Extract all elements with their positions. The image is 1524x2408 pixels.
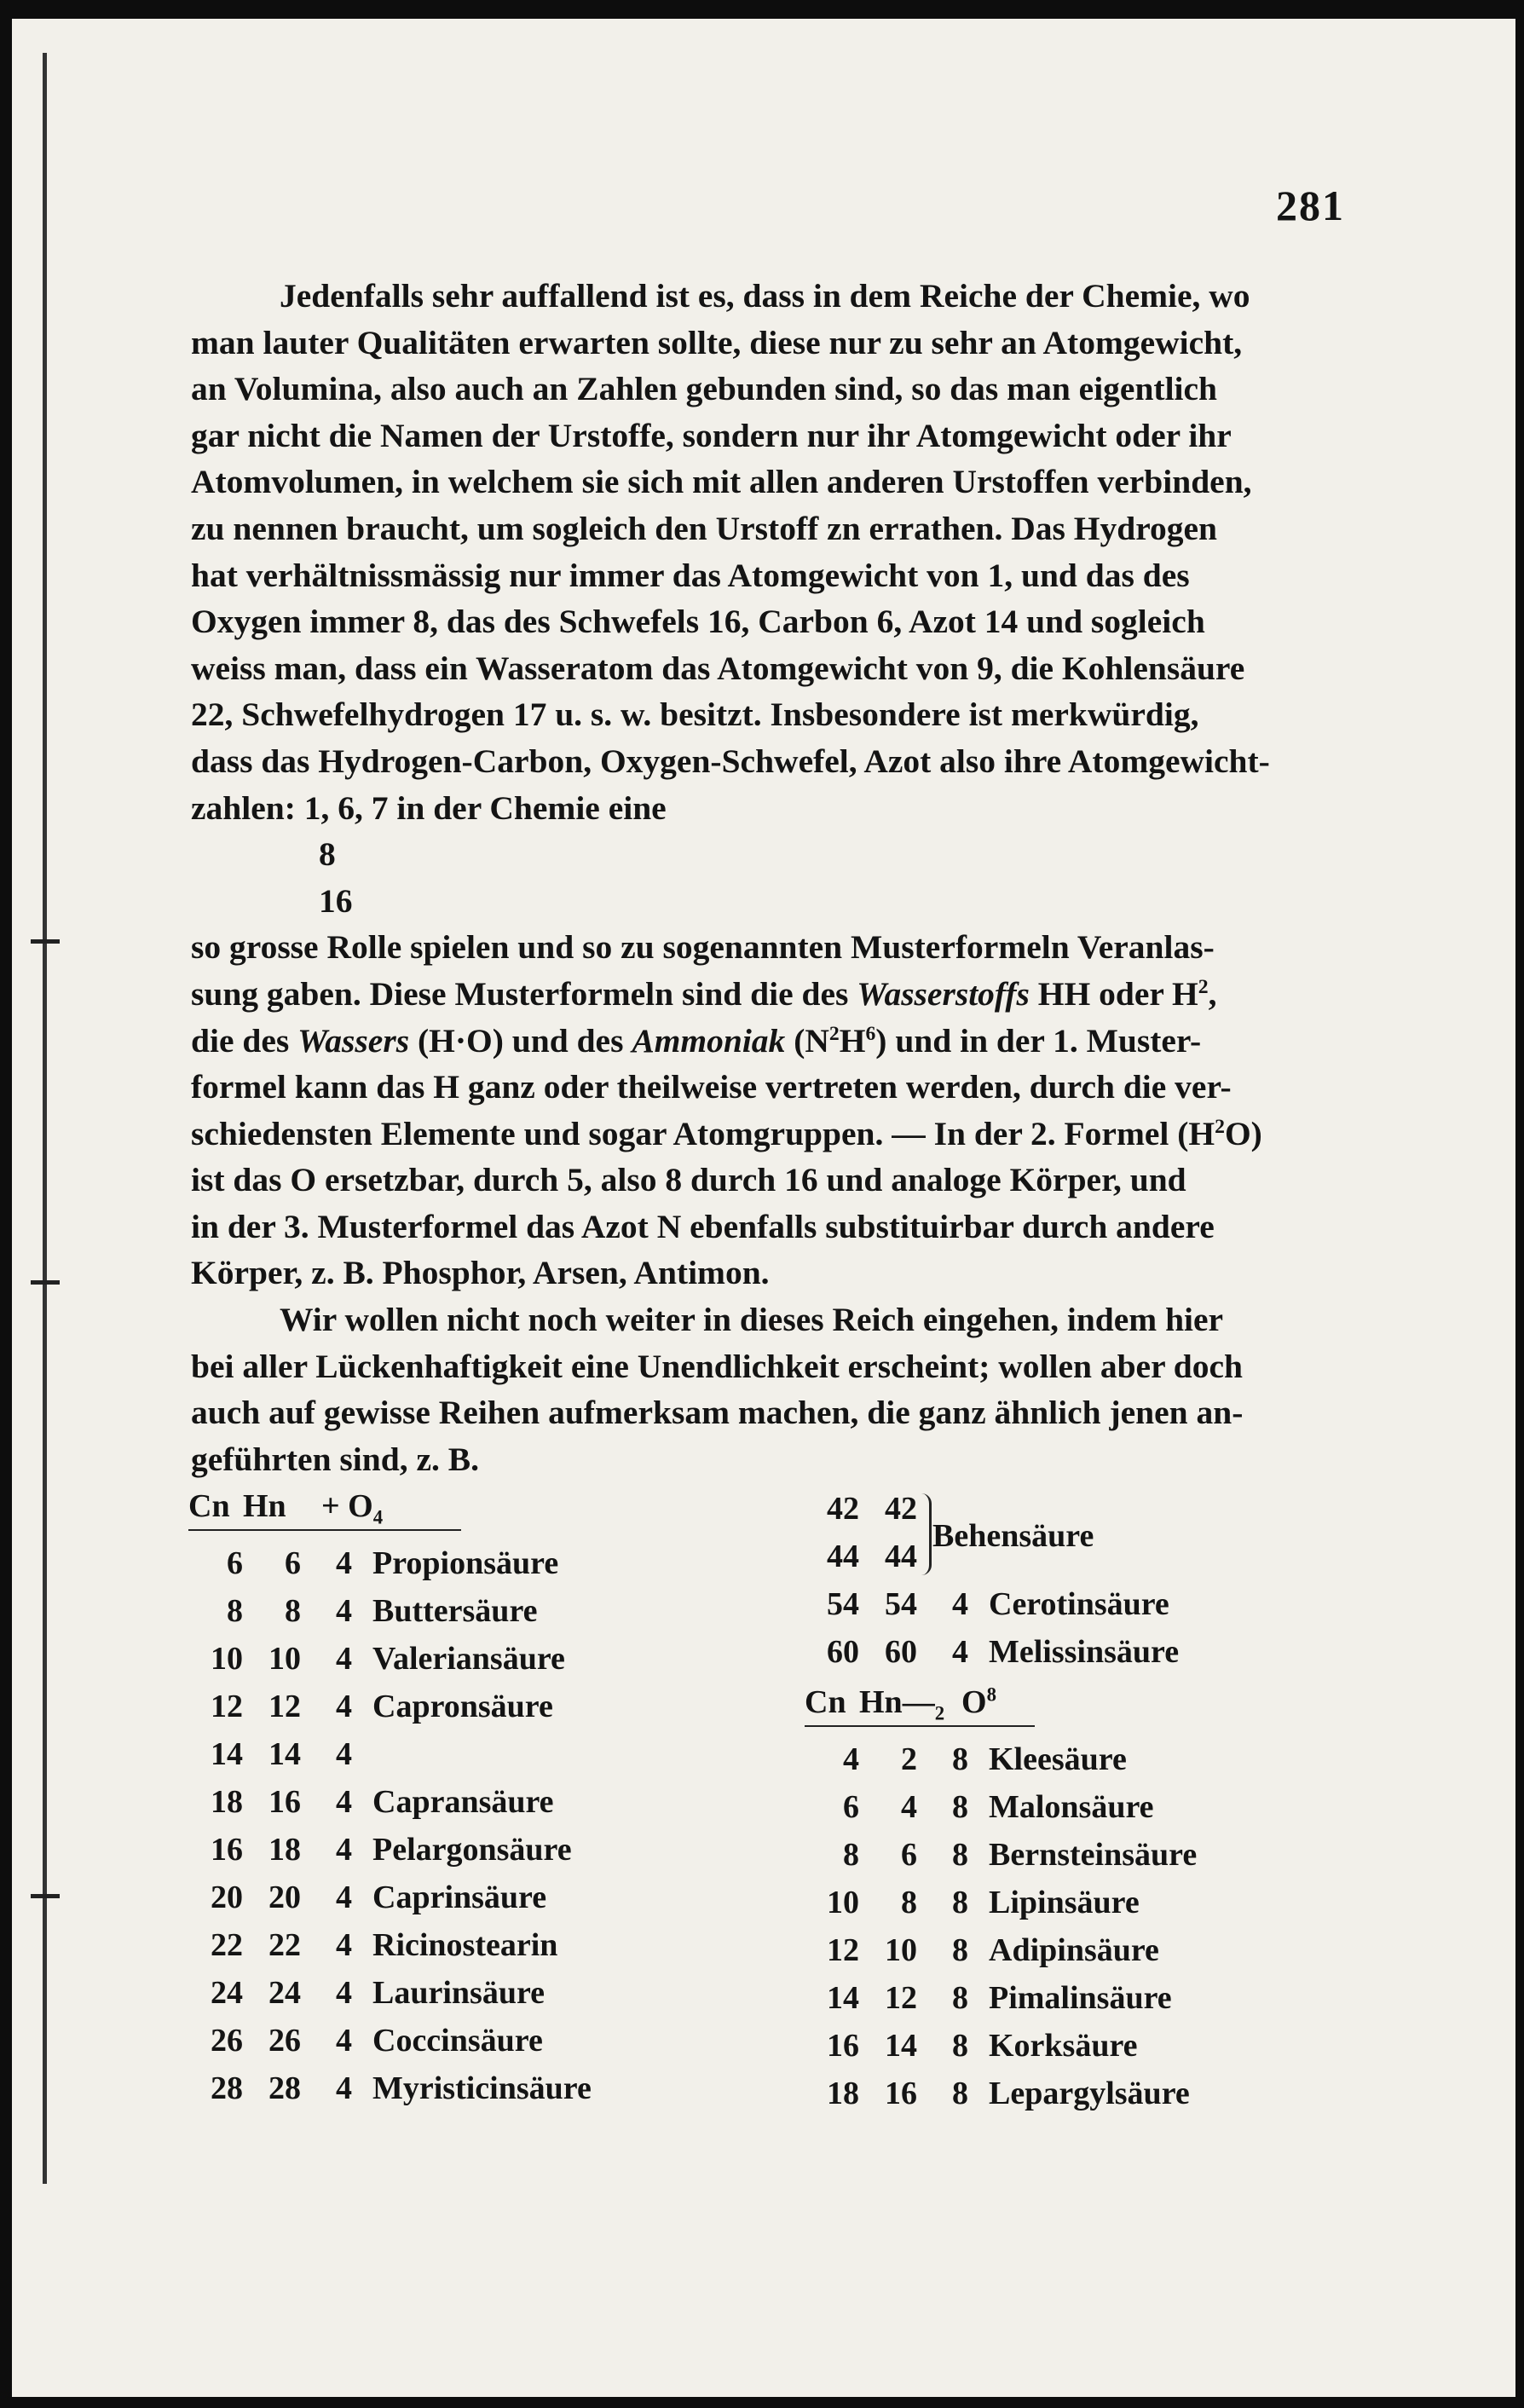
cell-acid-name: Caprinsäure bbox=[372, 1880, 547, 1915]
cell-acid-name: Buttersäure bbox=[372, 1593, 538, 1629]
cell-hn: 12 bbox=[268, 1689, 301, 1724]
cell-o: 8 bbox=[952, 1837, 968, 1873]
binding-mark bbox=[31, 1280, 60, 1285]
cell-cn: 26 bbox=[211, 2023, 243, 2059]
table-row bbox=[805, 1831, 1197, 1879]
cell-acid-name: Capronsäure bbox=[372, 1689, 553, 1724]
table-row bbox=[188, 2017, 592, 2064]
number-line: 16 bbox=[319, 881, 353, 920]
cell-o: 8 bbox=[952, 1741, 968, 1777]
cell-cn: 24 bbox=[211, 1975, 243, 2011]
cell-cn: 16 bbox=[827, 2028, 859, 2064]
cell-cn: 6 bbox=[227, 1545, 243, 1581]
text-line: auch auf gewisse Reihen aufmerksam machen, die ganz ähnlich jenen an- bbox=[191, 1394, 1244, 1432]
binding-mark bbox=[31, 1894, 60, 1898]
cell-cn: 22 bbox=[211, 1927, 243, 1963]
table-row: 42 42 bbox=[827, 1491, 917, 1527]
table-header bbox=[805, 1681, 1197, 1724]
cell-acid-name: Laurinsäure bbox=[372, 1975, 546, 2011]
cell-acid-name: Coccinsäure bbox=[372, 2023, 543, 2059]
cell-hn: 8 bbox=[285, 1593, 301, 1629]
paragraph-1 bbox=[191, 273, 1343, 1296]
binding-edge-line bbox=[43, 53, 47, 2184]
behen-group bbox=[805, 1485, 1197, 1580]
table-row bbox=[805, 1974, 1197, 2022]
cell-cn: 18 bbox=[211, 1784, 243, 1820]
header-o: + $O_4$ bbox=[321, 1488, 384, 1528]
binding-mark bbox=[31, 939, 60, 944]
text-line: Jedenfalls sehr auffallend ist es, dass in dem Reiche der Chemie, wo bbox=[280, 277, 1250, 315]
cell-acid-name: Propionsäure bbox=[372, 1545, 559, 1581]
cell-cn: 14 bbox=[211, 1736, 243, 1772]
text-line: so grosse Rolle spielen und so zu sogenannten Musterformeln Veranlas- bbox=[191, 928, 1215, 967]
cell-o: 8 bbox=[952, 2076, 968, 2111]
cell-cn: 4 bbox=[843, 1741, 859, 1777]
cell-acid-name: Pelargonsäure bbox=[372, 1832, 572, 1868]
header-o: $O^8$ bbox=[961, 1683, 996, 1720]
behensaeure-label: Behensäure bbox=[932, 1518, 1094, 1554]
cell-hn: 14 bbox=[885, 2028, 917, 2064]
cell-acid-name: Cerotinsäure bbox=[989, 1586, 1169, 1622]
cell-o: 4 bbox=[336, 1784, 352, 1820]
cell-hn: 16 bbox=[885, 2076, 917, 2111]
header-cn: Cn bbox=[188, 1488, 230, 1524]
table-row bbox=[805, 1783, 1197, 1831]
cell-cn: 8 bbox=[227, 1593, 243, 1629]
cell-hn: 54 bbox=[885, 1586, 917, 1622]
text-line: Oxygen immer 8, das des Schwefels 16, Carbon 6, Azot 14 und sogleich bbox=[191, 603, 1205, 641]
book-page bbox=[12, 19, 1515, 2397]
header-hn: Hn bbox=[243, 1488, 286, 1524]
table-row bbox=[188, 1874, 592, 1921]
cell-cn: 14 bbox=[827, 1980, 859, 2016]
cell-cn: 18 bbox=[827, 2076, 859, 2111]
header-rule bbox=[188, 1529, 461, 1531]
cell-o: 4 bbox=[336, 2070, 352, 2106]
left-table-rows bbox=[188, 1539, 592, 2112]
cell-hn: 26 bbox=[268, 2023, 301, 2059]
table-row bbox=[805, 1580, 1197, 1628]
cell-hn: 6 bbox=[901, 1837, 917, 1873]
cell-acid-name: Myristicinsäure bbox=[372, 2070, 592, 2106]
text-line: sung gaben. Diese Musterformeln sind die des Wasserstoffs HH oder $H^2$, bbox=[191, 974, 1217, 1013]
text-line: Wir wollen nicht noch weiter in dieses Reich eingehen, indem hier bbox=[280, 1301, 1224, 1339]
cell-acid-name: Korksäure bbox=[989, 2028, 1138, 2064]
cell-cn: 8 bbox=[843, 1837, 859, 1873]
cell-cn: 6 bbox=[843, 1789, 859, 1825]
cell-cn: 20 bbox=[211, 1880, 243, 1915]
text-line: dass das Hydrogen-Carbon, Oxygen-Schwefel, Azot also ihre Atomgewicht- bbox=[191, 742, 1270, 780]
cell-acid-name: Kleesäure bbox=[989, 1741, 1127, 1777]
text-line: Körper, z. B. Phosphor, Arsen, Antimon. bbox=[191, 1254, 770, 1292]
cell-hn: 60 bbox=[885, 1634, 917, 1670]
table-row bbox=[805, 2022, 1197, 2070]
text-line: ist das O ersetzbar, durch 5, also 8 durch 16 und analoge Körper, und bbox=[191, 1161, 1186, 1199]
cell-hn: 24 bbox=[268, 1975, 301, 2011]
right-table-rows-b bbox=[805, 1735, 1197, 2117]
cell-cn: 12 bbox=[211, 1689, 243, 1724]
cell-acid-name: Valeriansäure bbox=[372, 1641, 565, 1677]
number-line: 8 bbox=[319, 835, 336, 874]
table-row bbox=[188, 1778, 592, 1826]
cell-o: 4 bbox=[336, 1832, 352, 1868]
text-line: formel kann das H ganz oder theilweise vertreten werden, durch die ver- bbox=[191, 1068, 1232, 1106]
cell-hn: 2 bbox=[901, 1741, 917, 1777]
table-row bbox=[188, 1730, 592, 1778]
table-row bbox=[188, 1826, 592, 1874]
text-line: gar nicht die Namen der Urstoffe, sondern nur ihr Atomgewicht oder ihr bbox=[191, 416, 1232, 454]
cell-cn: 60 bbox=[827, 1634, 859, 1670]
text-line: in der 3. Musterformel das Azot N ebenfalls substituirbar durch andere bbox=[191, 1207, 1215, 1245]
table-row bbox=[188, 1683, 592, 1730]
cell-o: 8 bbox=[952, 1980, 968, 2016]
paragraph-2 bbox=[191, 1296, 1343, 1482]
table-row bbox=[805, 1628, 1197, 1676]
cell-o: 4 bbox=[336, 1975, 352, 2011]
text-line: schiedensten Elemente und sogar Atomgruppen. — In der 2. Formel $(H^2O)$ bbox=[191, 1114, 1262, 1152]
cell-acid-name: Capransäure bbox=[372, 1784, 554, 1820]
cell-acid-name: Malonsäure bbox=[989, 1789, 1154, 1825]
cell-hn: 12 bbox=[885, 1980, 917, 2016]
cell-o: 4 bbox=[336, 1593, 352, 1629]
cell-hn: 8 bbox=[901, 1885, 917, 1920]
text-line: weiss man, dass ein Wasseratom das Atomgewicht von 9, die Kohlensäure bbox=[191, 649, 1245, 687]
cell-o: 4 bbox=[336, 1736, 352, 1772]
cell-cn: 10 bbox=[211, 1641, 243, 1677]
table-row bbox=[188, 2064, 592, 2112]
cell-o: 4 bbox=[952, 1634, 968, 1670]
text-line: die des Wassers (H·O) und des Ammoniak $(N^2H^6)$ und in der 1. Muster- bbox=[191, 1021, 1202, 1060]
text-line: Atomvolumen, in welchem sie sich mit allen anderen Urstoffen verbinden, bbox=[191, 463, 1252, 501]
cell-o: 4 bbox=[336, 1545, 352, 1581]
header-cn: Cn bbox=[805, 1684, 846, 1720]
table-header bbox=[188, 1485, 592, 1527]
table-row bbox=[805, 1879, 1197, 1926]
cell-o: 8 bbox=[952, 1789, 968, 1825]
cell-hn: 10 bbox=[885, 1932, 917, 1968]
page-number: 281 bbox=[1276, 182, 1345, 229]
text-line: hat verhältnissmässig nur immer das Atomgewicht von 1, und das des bbox=[191, 556, 1190, 594]
table-row: 44 44 bbox=[827, 1539, 917, 1574]
header-hn: $Hn—_2$ bbox=[859, 1684, 945, 1724]
cell-acid-name: Pimalinsäure bbox=[989, 1980, 1172, 2016]
cell-acid-name: Bernsteinsäure bbox=[989, 1837, 1198, 1873]
text-line: 22, Schwefelhydrogen 17 u. s. w. besitzt. Insbesondere ist merkwürdig, bbox=[191, 696, 1199, 734]
cell-hn: 4 bbox=[901, 1789, 917, 1825]
header-rule bbox=[805, 1725, 1035, 1727]
cell-hn: 10 bbox=[268, 1641, 301, 1677]
cell-o: 4 bbox=[952, 1586, 968, 1622]
cell-o: 8 bbox=[952, 2028, 968, 2064]
table-row bbox=[188, 1539, 592, 1587]
cell-acid-name: Ricinostearin bbox=[372, 1927, 558, 1963]
cell-hn: 22 bbox=[268, 1927, 301, 1963]
cell-hn: 18 bbox=[268, 1832, 301, 1868]
body-text bbox=[191, 273, 1343, 1482]
text-line: zu nennen braucht, um sogleich den Urstoff zn errathen. Das Hydrogen bbox=[191, 509, 1218, 547]
text-line: geführten sind, z. B. bbox=[191, 1440, 479, 1478]
table-row bbox=[188, 1921, 592, 1969]
table-row bbox=[188, 1969, 592, 2017]
left-acid-table bbox=[188, 1485, 592, 2112]
cell-hn: 16 bbox=[268, 1784, 301, 1820]
cell-o: 4 bbox=[336, 1927, 352, 1963]
text-line: an Volumina, also auch an Zahlen gebunden sind, so das man eigentlich bbox=[191, 370, 1218, 408]
cell-cn: 28 bbox=[211, 2070, 243, 2106]
table-row bbox=[805, 2070, 1197, 2117]
cell-acid-name: Adipinsäure bbox=[989, 1932, 1159, 1968]
cell-cn: 54 bbox=[827, 1586, 859, 1622]
cell-hn: 28 bbox=[268, 2070, 301, 2106]
cell-cn: 16 bbox=[211, 1832, 243, 1868]
cell-o: 8 bbox=[952, 1932, 968, 1968]
right-table-rows-a bbox=[805, 1580, 1197, 1676]
table-row bbox=[188, 1635, 592, 1683]
text-line: bei aller Lückenhaftigkeit eine Unendlichkeit erscheint; wollen aber doch bbox=[191, 1347, 1243, 1385]
cell-o: 8 bbox=[952, 1885, 968, 1920]
cell-hn: 20 bbox=[268, 1880, 301, 1915]
cell-acid-name: Lepargylsäure bbox=[989, 2076, 1190, 2111]
cell-o: 4 bbox=[336, 1689, 352, 1724]
cell-acid-name: Melissinsäure bbox=[989, 1634, 1180, 1670]
cell-cn: 12 bbox=[827, 1932, 859, 1968]
cell-cn: 10 bbox=[827, 1885, 859, 1920]
text-line: zahlen: 1, 6, 7 in der Chemie eine bbox=[191, 788, 667, 827]
cell-acid-name: Lipinsäure bbox=[989, 1885, 1140, 1920]
cell-hn: 6 bbox=[285, 1545, 301, 1581]
text-line: man lauter Qualitäten erwarten sollte, diese nur zu sehr an Atomgewicht, bbox=[191, 323, 1243, 361]
table-row bbox=[188, 1587, 592, 1635]
table-row bbox=[805, 1735, 1197, 1783]
table-row bbox=[805, 1926, 1197, 1974]
cell-o: 4 bbox=[336, 1641, 352, 1677]
cell-hn: 14 bbox=[268, 1736, 301, 1772]
brace bbox=[917, 1493, 932, 1575]
right-acid-table bbox=[805, 1485, 1197, 2117]
cell-o: 4 bbox=[336, 2023, 352, 2059]
cell-o: 4 bbox=[336, 1880, 352, 1915]
